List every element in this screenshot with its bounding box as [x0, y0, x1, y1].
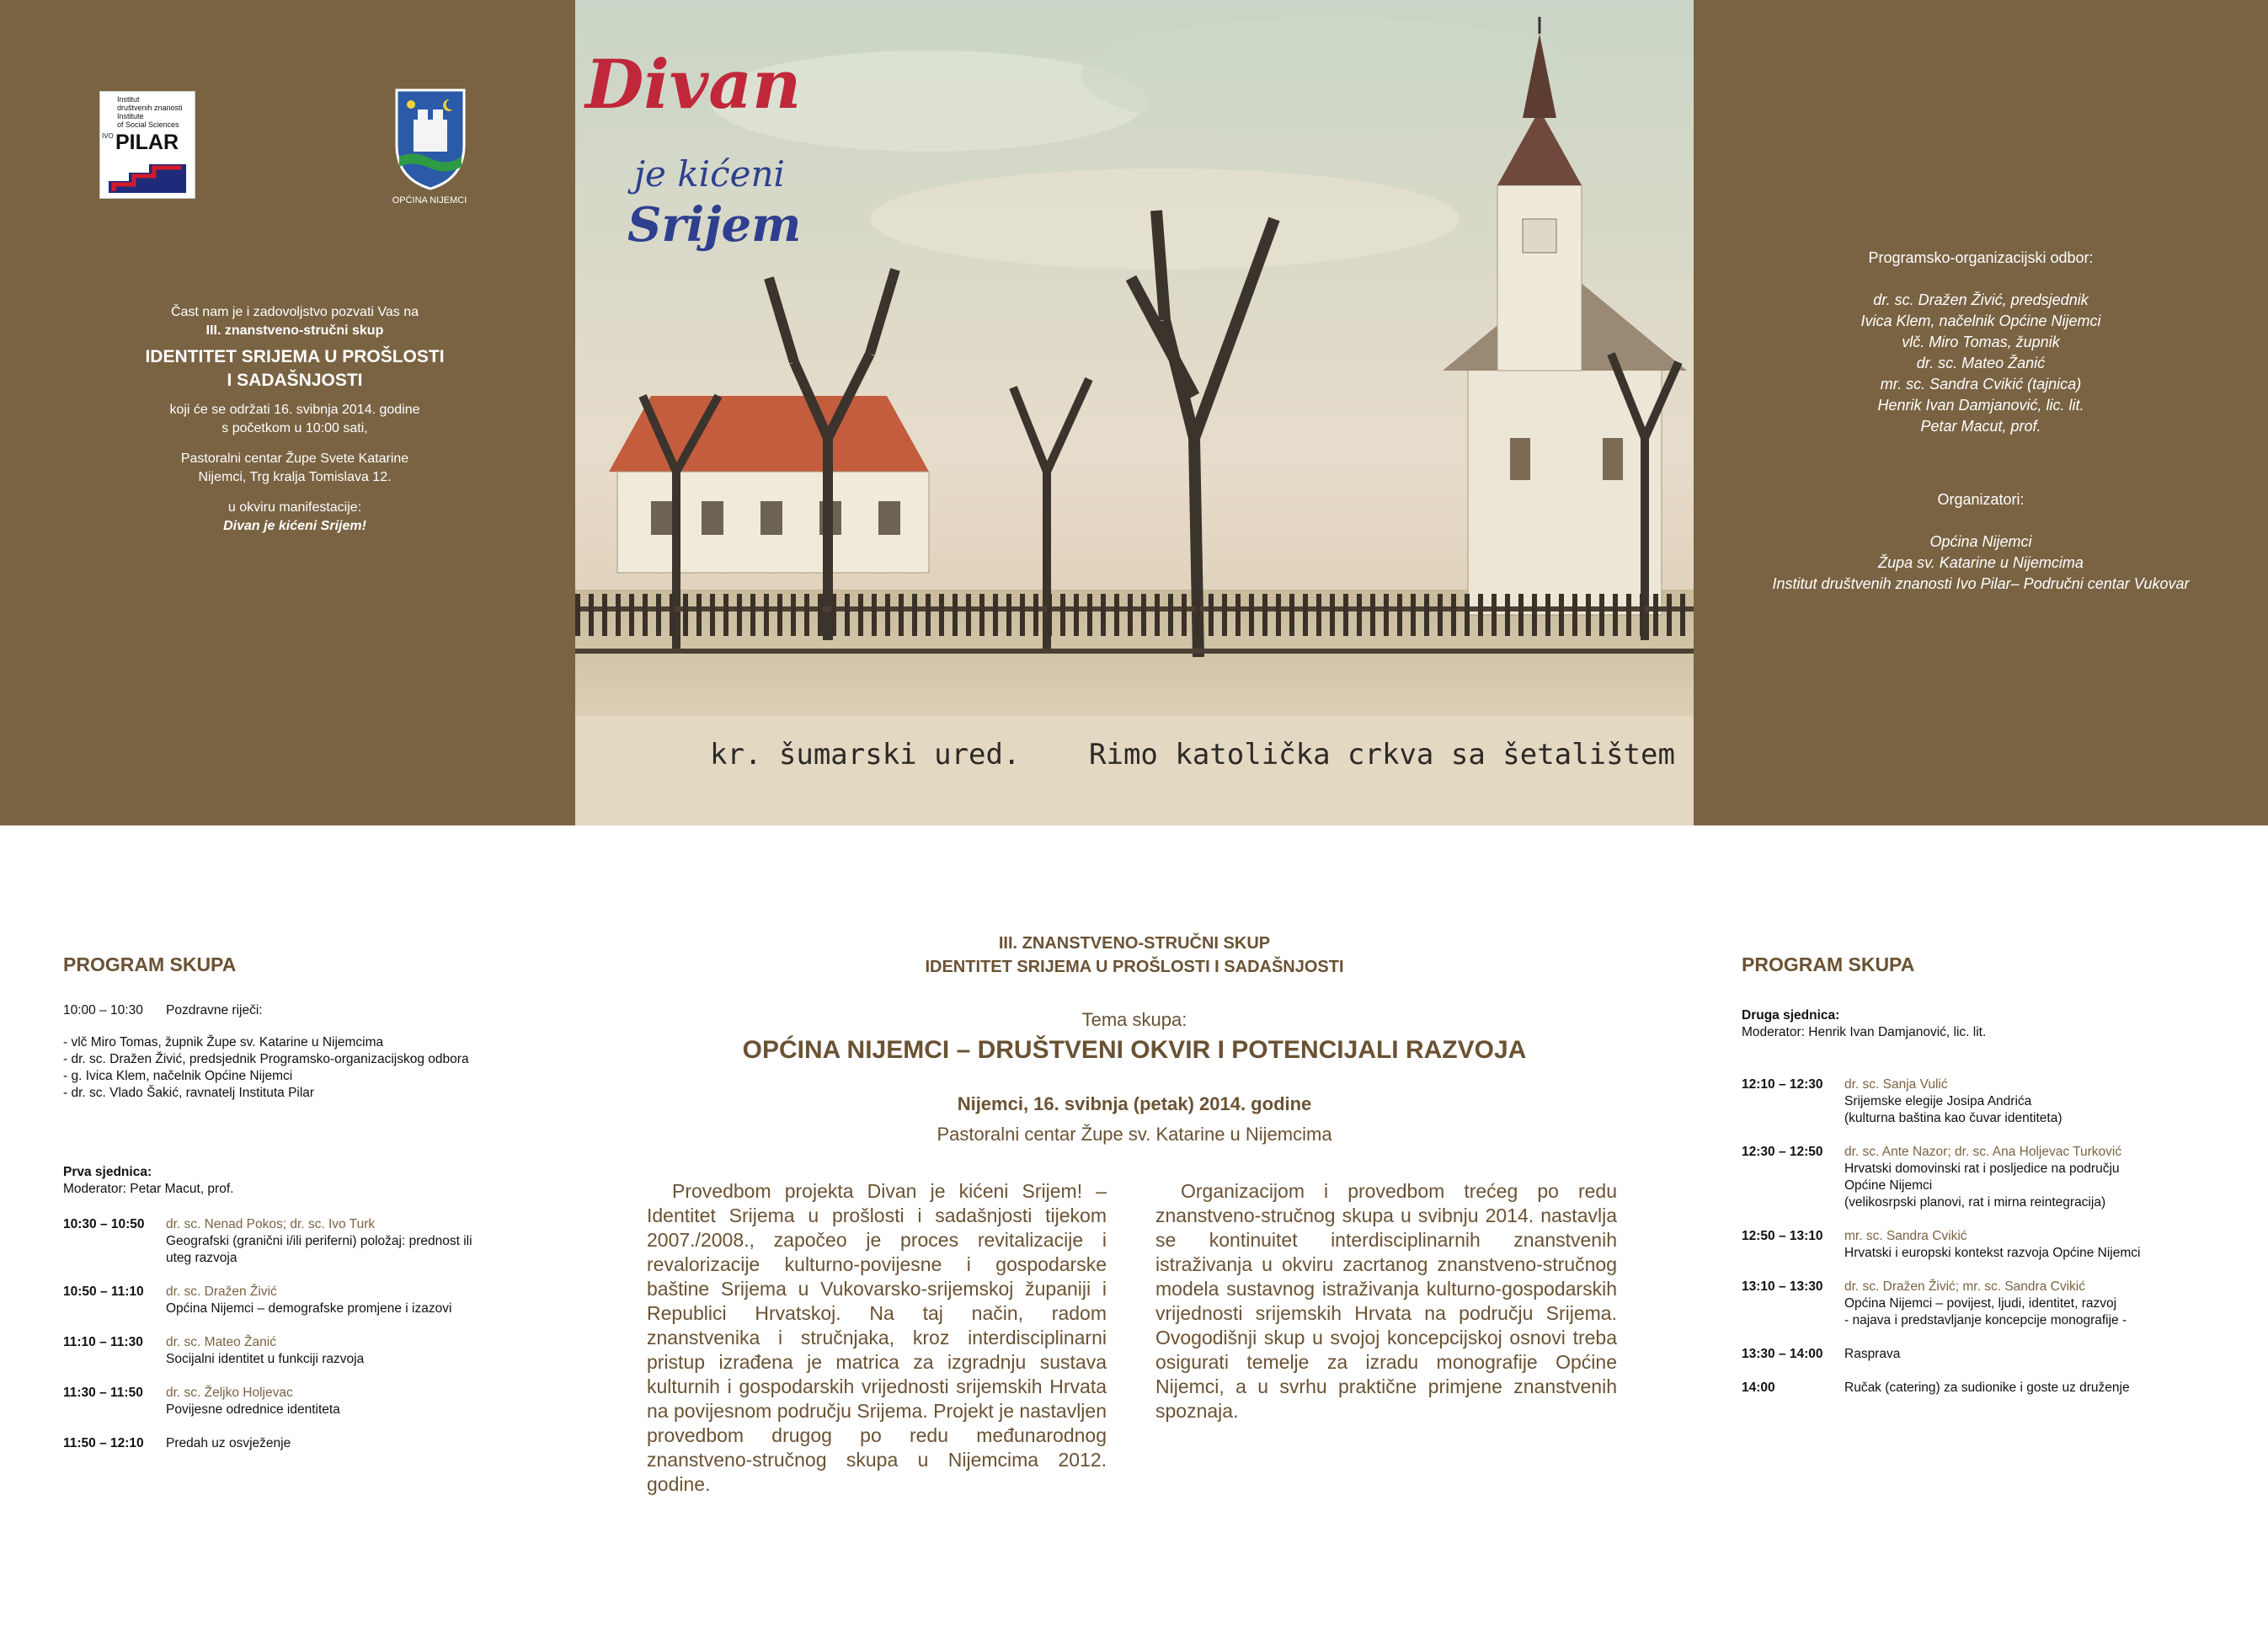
- nijemci-coat-of-arms-icon: [392, 86, 468, 192]
- talk-title: Povijesne odrednice identiteta: [166, 1402, 340, 1417]
- invitation-line: Čast nam je i zadovoljstvo pozvati Vas na: [170, 305, 419, 319]
- talk-speaker: dr. sc. Dražen Živić; mr. sc. Sandra Cvikić: [1844, 1279, 2085, 1294]
- lunch-row: [1742, 1380, 2247, 1397]
- talk-speaker: dr. sc. Dražen Živić: [166, 1284, 277, 1299]
- talk-time: 12:10 – 12:30: [1742, 1077, 1823, 1092]
- organizers-heading: Organizatori:: [1937, 491, 2025, 508]
- speaker-line: - vlč Miro Tomas, župnik Župe sv. Katarine u Nijemcima: [63, 1035, 384, 1049]
- pilar-logo-text: [117, 95, 183, 129]
- intro-paragraph-2: Organizacijom i provedbom trećeg po redu znanstveno-stručnog skupa u svibnju 2014. nastavlja se kontinuitet interdisciplinarnih znanstvenih istraživanja u okviru zacrtanog znanstveno-stručnog modela sustavnog istraživanja kulturno-gospodarskih vrijednosti srijemskih Hrvata na području Srijema. Ovogodišnji skup u svojoj koncepcijskoj osnovi treba osigurati temelje za izradu monografije Općine Nijemci, a u svrhu praktične primjene znanstvenih spoznaja.: [1155, 1180, 1617, 1422]
- opening-time: 10:00 – 10:30: [63, 1003, 143, 1017]
- talk-title: uteg razvoja: [166, 1251, 237, 1265]
- talk-title: Srijemske elegije Josipa Andrića: [1844, 1094, 2032, 1108]
- talk-title: Socijalni identitet u funkciji razvoja: [166, 1352, 365, 1366]
- talk-row: [1742, 1228, 2247, 1262]
- divan-logo: [585, 34, 802, 278]
- committee-member: Petar Macut, prof.: [1920, 418, 2041, 435]
- session-heading: Druga sjednica:: [1742, 1008, 1840, 1023]
- talk-time: 12:30 – 12:50: [1742, 1145, 1823, 1159]
- pilar-text-line: of Social Sciences: [117, 120, 179, 129]
- committee-block: [1694, 248, 2268, 595]
- talk-title: - najava i predstavljanje koncepcije monografije -: [1844, 1313, 2127, 1327]
- talk-speaker: dr. sc. Ante Nazor; dr. sc. Ana Holjevac Turković: [1844, 1145, 2122, 1159]
- program-left: [63, 1002, 552, 1452]
- left-cover-panel: [0, 0, 575, 825]
- talk-title: Općina Nijemci – demografske promjene i izazovi: [166, 1301, 452, 1316]
- invitation-line: u okviru manifestacije:: [227, 500, 362, 515]
- discussion-time: 13:30 – 14:00: [1742, 1347, 1823, 1361]
- pilar-ivo: IVO: [102, 132, 114, 140]
- theme-label: Tema skupa:: [1081, 1009, 1187, 1030]
- session-moderator: Moderator: Henrik Ivan Damjanović, lic. lit.: [1742, 1025, 1987, 1039]
- committee-member: Henrik Ivan Damjanović, lic. lit.: [1877, 397, 2084, 414]
- organizer: Općina Nijemci: [1929, 533, 2032, 550]
- talk-time: 10:30 – 10:50: [63, 1217, 145, 1231]
- talk-row: [1742, 1144, 2247, 1211]
- talk-row: [63, 1334, 552, 1368]
- talk-title: Hrvatski i europski kontekst razvoja Općine Nijemci: [1844, 1246, 2141, 1260]
- invitation-block: [126, 303, 463, 536]
- event-venue: Pastoralni centar Župe sv. Katarine u Nijemcima: [937, 1124, 1332, 1145]
- break-label: Predah uz osvježenje: [166, 1436, 291, 1450]
- pilar-name: PILAR: [115, 131, 179, 154]
- talk-time: 13:10 – 13:30: [1742, 1279, 1823, 1294]
- talk-title: Hrvatski domovinski rat i posljedice na području: [1844, 1162, 2120, 1176]
- pilar-stairs-icon: [105, 158, 189, 196]
- speaker-line: - dr. sc. Vlado Šakić, ravnatelj Instituta Pilar: [63, 1086, 315, 1100]
- break-row: [63, 1435, 552, 1452]
- talk-speaker: mr. sc. Sandra Cvikić: [1844, 1229, 1967, 1243]
- crest-label: OPĆINA NIJEMCI: [392, 195, 467, 206]
- committee-member: Ivica Klem, načelnik Općine Nijemci: [1860, 312, 2101, 329]
- postcard-caption-right: Rimo katolička crkva sa šetalištem: [1089, 738, 1675, 772]
- postcard-caption-left: kr. šumarski ured.: [710, 738, 1021, 772]
- session-moderator: Moderator: Petar Macut, prof.: [63, 1182, 234, 1196]
- talk-title: (velikosrpski planovi, rat i mirna reintegracija): [1844, 1195, 2106, 1210]
- talk-title: Općine Nijemci: [1844, 1178, 1933, 1193]
- talk-speaker: dr. sc. Nenad Pokos; dr. sc. Ivo Turk: [166, 1217, 376, 1231]
- invitation-venue: Pastoralni centar Župe Svete Katarine: [180, 451, 409, 466]
- discussion-row: [1742, 1346, 2247, 1363]
- talk-time: 12:50 – 13:10: [1742, 1229, 1823, 1243]
- talk-row: [63, 1284, 552, 1317]
- talk-title: Geografski (granični i/ili periferni) položaj: prednost ili: [166, 1234, 472, 1248]
- postcard-photo: [575, 0, 1694, 825]
- lunch-label: Ručak (catering) za sudionike i goste uz druženje: [1844, 1381, 2130, 1395]
- opening-label: Pozdravne riječi:: [166, 1003, 263, 1017]
- session-heading: Prva sjednica:: [63, 1165, 152, 1179]
- discussion-label: Rasprava: [1844, 1347, 1901, 1361]
- committee-member: mr. sc. Sandra Cvikić (tajnica): [1880, 376, 2082, 393]
- invitation-address: Nijemci, Trg kralja Tomislava 12.: [198, 470, 392, 484]
- committee-heading: Programsko-organizacijski odbor:: [1868, 249, 2094, 266]
- talk-time: 11:10 – 11:30: [63, 1335, 143, 1349]
- talk-title: Općina Nijemci – povijest, ljudi, identitet, razvoj: [1844, 1296, 2117, 1311]
- opening-row: [63, 1002, 552, 1019]
- committee-member: vlč. Miro Tomas, župnik: [1902, 334, 2060, 350]
- center-heading-1: III. ZNANSTVENO-STRUČNI SKUP: [998, 934, 1271, 953]
- invitation-title-2: I SADAŠNJOSTI: [227, 371, 363, 390]
- organizer: Institut društvenih znanosti Ivo Pilar– Područni centar Vukovar: [1772, 575, 2190, 592]
- talk-time: 10:50 – 11:10: [63, 1284, 144, 1299]
- invitation-time: s početkom u 10:00 sati,: [221, 421, 368, 435]
- pilar-text-line: Institut: [117, 95, 140, 104]
- talk-speaker: dr. sc. Željko Holjevac: [166, 1386, 293, 1400]
- talk-row: [1742, 1076, 2247, 1127]
- invitation-date: koji će se održati 16. svibnja 2014. godine: [169, 403, 420, 417]
- talk-title: (kulturna baština kao čuvar identiteta): [1844, 1111, 2063, 1125]
- program-right: [1742, 1007, 2247, 1397]
- organizer: Župa sv. Katarine u Nijemcima: [1878, 554, 2084, 571]
- invitation-manifestation: Divan je kićeni Srijem!: [223, 519, 366, 533]
- center-heading: [575, 932, 1694, 979]
- speaker-line: - dr. sc. Dražen Živić, predsjednik Programsko-organizacijskog odbora: [63, 1052, 469, 1066]
- talk-speaker: dr. sc. Sanja Vulić: [1844, 1077, 1948, 1092]
- committee-member: dr. sc. Mateo Žanić: [1916, 355, 2046, 371]
- talk-time: 11:30 – 11:50: [63, 1386, 143, 1400]
- lunch-time: 14:00: [1742, 1381, 1775, 1395]
- divan-logo-word-1: Divan: [585, 45, 802, 124]
- program-left-title: PROGRAM SKUPA: [63, 953, 237, 975]
- divan-logo-word-3: Srijem: [627, 197, 802, 253]
- invitation-conference: III. znanstveno-stručni skup: [205, 323, 384, 338]
- break-time: 11:50 – 12:10: [63, 1436, 144, 1450]
- pilar-text-line: društvenih znanosti: [117, 104, 183, 112]
- speaker-line: - g. Ivica Klem, načelnik Općine Nijemci: [63, 1069, 293, 1083]
- invitation-title-1: IDENTITET SRIJEMA U PROŠLOSTI: [145, 347, 445, 366]
- theme-title: OPĆINA NIJEMCI – DRUŠTVENI OKVIR I POTENCIJALI RAZVOJA: [742, 1036, 1527, 1064]
- pilar-logo: [99, 91, 195, 199]
- talk-row: [63, 1385, 552, 1418]
- event-date: Nijemci, 16. svibnja (petak) 2014. godine: [957, 1093, 1312, 1114]
- divan-logo-word-2: je kićeni: [634, 153, 785, 195]
- center-heading-2: IDENTITET SRIJEMA U PROŠLOSTI I SADAŠNJOSTI: [925, 958, 1344, 976]
- program-right-title: PROGRAM SKUPA: [1742, 953, 1915, 975]
- talk-speaker: dr. sc. Mateo Žanić: [166, 1335, 276, 1349]
- talk-row: [63, 1216, 552, 1267]
- committee-member: dr. sc. Dražen Živić, predsjednik: [1873, 291, 2089, 308]
- pilar-text-line: Institute: [117, 112, 144, 120]
- talk-row: [1742, 1279, 2247, 1329]
- intro-paragraph-1: Provedbom projekta Divan je kićeni Srijem! – Identitet Srijema u prošlosti i sadašnjosti tijekom 2007./2008., započeo je proces revitalizacije i revalorizacije kulturno-povijesne i gospodarske baštine Srijema u Vukovarsko-srijemskoj županiji i Republici Hrvatskoj. Na taj način, radom znanstvenika i stručnjaka, kroz interdisciplinarni pristup izrađena je matrica za izgradnju sustava kulturnih i gospodarskih vrijednosti srijemskih Hrvata na povijesnom području Srijema. Projekt je nastavljen provedbom drugog po redu međunarodnog znanstveno-stručnog skupa u Nijemcima 2012. godine.: [647, 1180, 1107, 1495]
